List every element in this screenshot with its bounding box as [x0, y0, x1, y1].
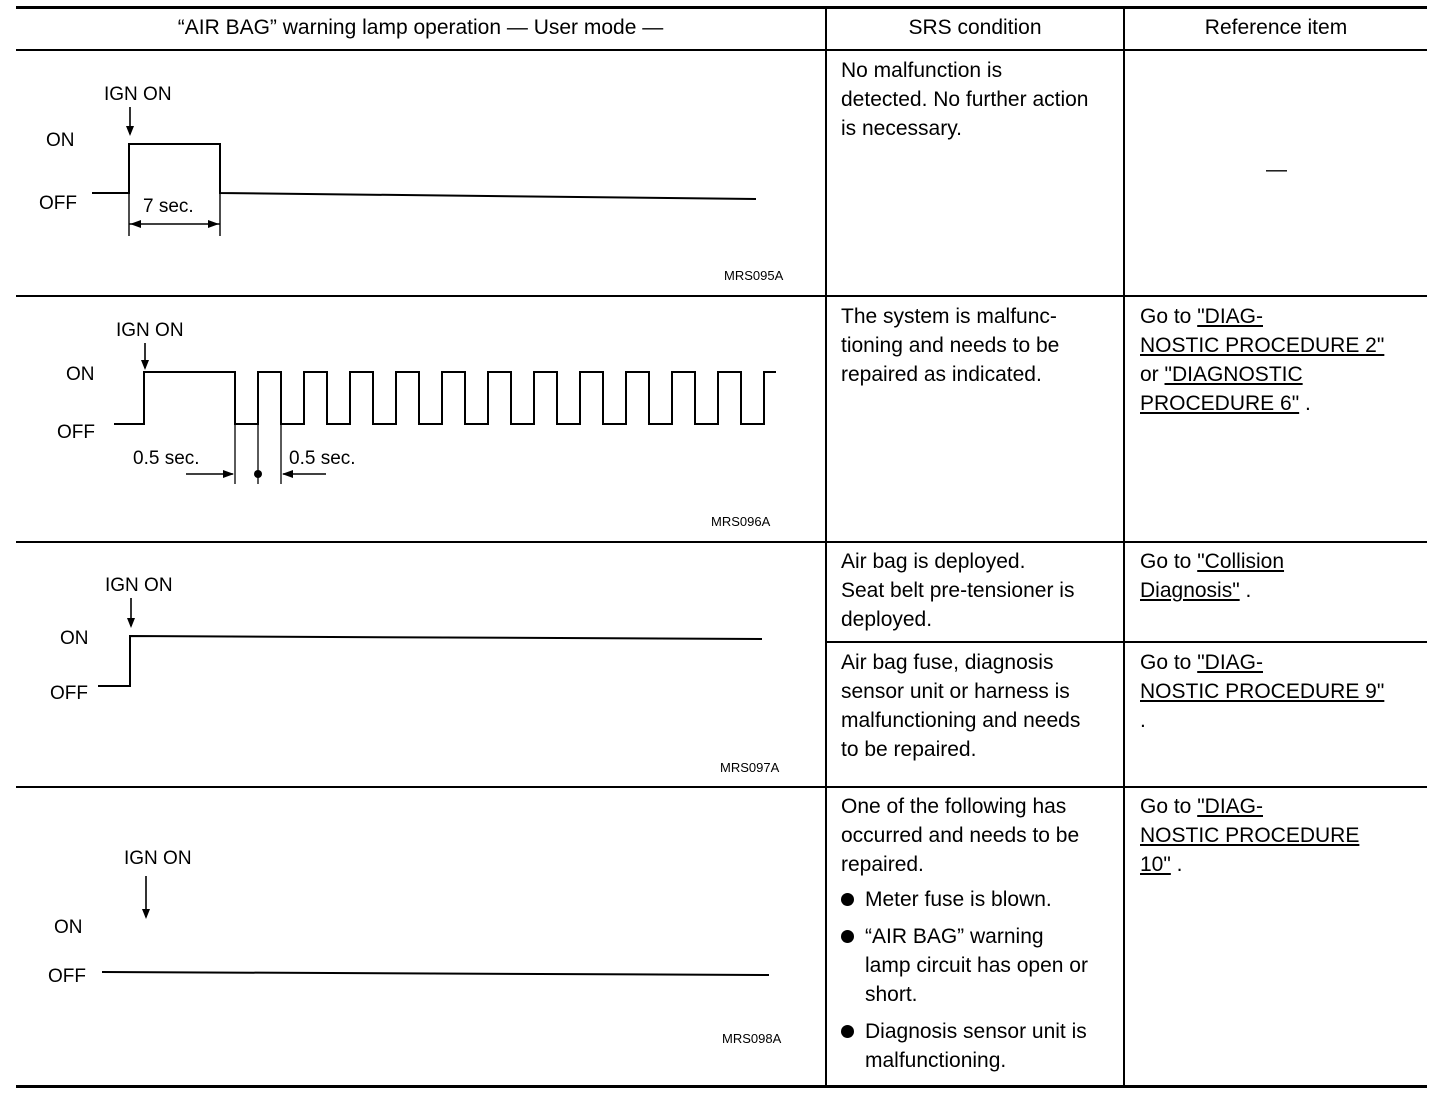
off-label: OFF	[48, 966, 86, 987]
bullet-line: Diagnosis sensor unit is	[865, 1020, 1087, 1043]
condition-line: Air bag is deployed.	[841, 550, 1026, 573]
bullet-line: short.	[865, 983, 918, 1006]
reference-row-3a	[1140, 547, 1284, 605]
list-item	[841, 922, 1088, 1009]
row-3-bottom-rule	[16, 786, 1427, 788]
row-2-bottom-rule	[16, 541, 1427, 543]
condition-line: Seat belt pre-tensioner is	[841, 579, 1075, 602]
go-to-text: Go to	[1140, 550, 1198, 573]
off-label: OFF	[57, 422, 95, 443]
link-diag-procedure-10[interactable]: 10"	[1140, 853, 1171, 876]
condition-bullet-list	[841, 885, 1088, 1075]
dim-arrow-right	[208, 220, 219, 228]
duration-label: 7 sec.	[143, 196, 194, 217]
bullet-line: malfunctioning.	[865, 1049, 1007, 1072]
bullet-icon	[841, 930, 854, 943]
reference-line	[1140, 648, 1384, 677]
condition-line: One of the following has	[841, 795, 1067, 818]
list-item	[841, 885, 1088, 914]
on-label: ON	[54, 917, 83, 938]
lamp-signal	[114, 372, 776, 424]
go-to-text: Go to	[1140, 651, 1198, 674]
link-diag-procedure-9[interactable]: "DIAG-	[1197, 651, 1263, 674]
condition-row-2	[841, 302, 1059, 389]
condition-line: The system is malfunc-	[841, 305, 1057, 328]
reference-line	[1140, 677, 1384, 706]
duration-label-1: 0.5 sec.	[133, 448, 200, 469]
header-lamp-operation: “AIR BAG” warning lamp operation — User mode —	[177, 16, 664, 39]
ign-on-label: IGN ON	[105, 575, 173, 596]
reference-line	[1140, 302, 1384, 331]
row-1-bottom-rule	[16, 295, 1427, 297]
lamp-diagram-normal	[20, 52, 820, 292]
lamp-diagram-continuous	[20, 544, 820, 784]
header-srs-condition: SRS condition	[908, 16, 1042, 39]
reference-line	[1140, 576, 1284, 605]
condition-row-4	[841, 792, 1088, 1083]
link-diag-procedure-6[interactable]: PROCEDURE 6"	[1140, 392, 1300, 415]
column-divider-1	[825, 8, 827, 1087]
go-to-text: Go to	[1140, 795, 1198, 818]
list-item	[841, 1017, 1088, 1075]
on-label: ON	[46, 130, 75, 151]
ign-arrow-head	[127, 618, 135, 628]
reference-line	[1140, 389, 1384, 418]
reference-row-4	[1140, 792, 1359, 879]
ign-arrow-head	[126, 126, 134, 136]
reference-line: .	[1140, 709, 1146, 732]
lamp-diagram-flashing	[20, 298, 820, 538]
period-text: .	[1239, 579, 1252, 602]
ign-on-label: IGN ON	[104, 84, 172, 105]
condition-line: Air bag fuse, diagnosis	[841, 651, 1054, 674]
table-bottom-rule	[16, 1085, 1427, 1088]
link-diag-procedure-2[interactable]: "DIAG-	[1197, 305, 1263, 328]
dim-dot	[254, 470, 262, 478]
reference-none: —	[1266, 158, 1287, 181]
bullet-icon	[841, 1025, 854, 1038]
off-label: OFF	[39, 193, 77, 214]
reference-row-2	[1140, 302, 1384, 418]
condition-line: deployed.	[841, 608, 933, 631]
condition-line: occurred and needs to be	[841, 824, 1080, 847]
or-text: or	[1140, 363, 1165, 386]
figure-code: MRS095A	[724, 268, 784, 283]
reference-line	[1140, 331, 1384, 360]
go-to-text: Go to	[1140, 305, 1198, 328]
condition-line: No malfunction is	[841, 59, 1003, 82]
ign-arrow-head	[142, 909, 150, 919]
condition-line: tioning and needs to be	[841, 334, 1060, 357]
period-text: .	[1170, 853, 1183, 876]
reference-line	[1140, 360, 1384, 389]
reference-line	[1140, 850, 1359, 879]
bullet-icon	[841, 893, 854, 906]
condition-row-1	[841, 56, 1088, 143]
reference-row-3b	[1140, 648, 1384, 735]
dim-arrow-left	[130, 220, 141, 228]
bullet-line: lamp circuit has open or	[865, 954, 1088, 977]
figure-code: MRS098A	[722, 1031, 782, 1046]
condition-line: sensor unit or harness is	[841, 680, 1070, 703]
reference-line	[1140, 792, 1359, 821]
header-bottom-rule	[16, 49, 1427, 51]
condition-line: detected. No further action	[841, 88, 1089, 111]
on-label: ON	[60, 628, 89, 649]
bullet-line: Meter fuse is blown.	[865, 888, 1052, 911]
condition-line: repaired.	[841, 853, 924, 876]
condition-row-3b	[841, 648, 1080, 764]
figure-code: MRS097A	[720, 760, 780, 775]
column-divider-2	[1123, 8, 1125, 1087]
figure-code: MRS096A	[711, 514, 771, 529]
lamp-signal	[92, 144, 756, 199]
ign-on-label: IGN ON	[124, 848, 192, 869]
condition-line: is necessary.	[841, 117, 962, 140]
ign-on-label: IGN ON	[116, 320, 184, 341]
off-label: OFF	[50, 683, 88, 704]
condition-line: to be repaired.	[841, 738, 977, 761]
period-text: .	[1299, 392, 1311, 415]
condition-line: malfunctioning and needs	[841, 709, 1081, 732]
link-collision-diagnosis[interactable]: "Collision	[1197, 550, 1285, 573]
condition-row-3a	[841, 547, 1074, 634]
link-collision-diagnosis[interactable]: Diagnosis"	[1140, 579, 1240, 602]
condition-line: repaired as indicated.	[841, 363, 1042, 386]
reference-line	[1140, 821, 1359, 850]
row-3-split-rule	[826, 641, 1427, 643]
link-diag-procedure-2[interactable]: NOSTIC PROCEDURE 2"	[1140, 334, 1385, 357]
lamp-signal	[98, 636, 762, 686]
bullet-line: “AIR BAG” warning	[865, 925, 1044, 948]
reference-line	[1140, 547, 1284, 576]
link-diag-procedure-6[interactable]: "DIAGNOSTIC	[1164, 363, 1303, 386]
dim-arrow-left	[223, 470, 234, 478]
lamp-diagram-off	[20, 789, 820, 1083]
on-label: ON	[66, 364, 95, 385]
lamp-signal	[102, 972, 769, 975]
ign-arrow-head	[141, 360, 149, 370]
link-diag-procedure-10[interactable]: NOSTIC PROCEDURE	[1140, 824, 1360, 847]
dim-arrow-right	[282, 470, 293, 478]
duration-label-2: 0.5 sec.	[289, 448, 356, 469]
link-diag-procedure-10[interactable]: "DIAG-	[1197, 795, 1263, 818]
header-reference-item: Reference item	[1204, 16, 1348, 39]
link-diag-procedure-9[interactable]: NOSTIC PROCEDURE 9"	[1140, 680, 1385, 703]
